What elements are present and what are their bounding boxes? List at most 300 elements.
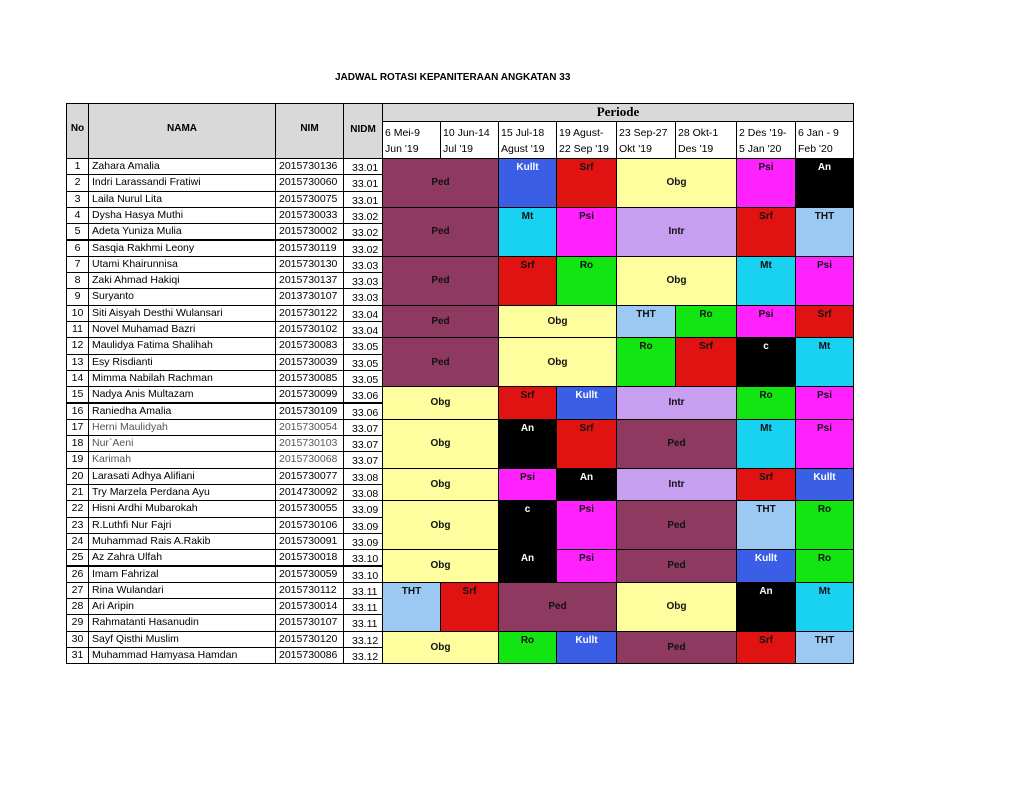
row-name: Rahmatanti Hasanudin	[92, 616, 199, 629]
period-label-line: Des '19	[678, 143, 714, 155]
table-cell	[66, 484, 89, 501]
table-cell	[88, 582, 276, 599]
row-nidm: 33.02	[352, 210, 379, 223]
row-name: Larasati Adhya Alifiani	[92, 469, 195, 482]
rotation-block	[498, 256, 557, 306]
row-name: Muhammad Hamyasa Hamdan	[92, 649, 238, 661]
rotation-block	[795, 158, 854, 208]
row-name: Suryanto	[92, 290, 135, 303]
table-cell	[66, 403, 89, 420]
table-cell	[343, 566, 383, 583]
rotation-block	[440, 582, 499, 632]
row-nidm: 33.03	[352, 292, 379, 305]
rotation-block	[736, 631, 796, 665]
rotation-label: Obg	[430, 641, 451, 653]
table-cell	[88, 614, 276, 631]
row-nidm: 33.09	[352, 536, 379, 549]
table-cell	[88, 419, 276, 436]
period-label-line: 19 Agust-	[559, 127, 604, 139]
rotation-block	[382, 419, 499, 469]
row-nim: 2015730002	[279, 225, 338, 238]
table-cell	[275, 305, 344, 322]
table-cell	[66, 631, 89, 648]
table-cell	[343, 158, 383, 175]
table-cell	[343, 419, 383, 436]
table-cell	[275, 549, 344, 566]
table-cell	[88, 174, 276, 191]
table-cell	[275, 533, 344, 550]
rotation-label: Ped	[667, 560, 686, 572]
rotation-block	[616, 207, 737, 257]
period-label-line: 6 Jan - 9	[798, 127, 839, 139]
row-name: R.Luthfi Nur Fajri	[92, 518, 172, 531]
rotation-block	[736, 207, 796, 257]
rotation-label: Psi	[816, 390, 832, 402]
rotation-label: Psi	[519, 471, 535, 483]
rotation-block	[795, 419, 854, 469]
period-label-line: Jun '19	[385, 143, 419, 155]
table-cell	[88, 517, 276, 534]
rotation-block	[382, 468, 499, 502]
row-nim: 2015730120	[279, 632, 338, 645]
table-cell	[66, 305, 89, 322]
rotation-label: Psi	[816, 422, 832, 434]
rotation-block	[616, 468, 737, 502]
rotation-block	[556, 549, 617, 583]
period-label-line: Okt '19	[619, 143, 652, 155]
table-cell	[275, 240, 344, 257]
period-label-line: Jul '19	[443, 143, 474, 155]
header-cell-nidm	[343, 103, 383, 159]
rotation-block	[616, 419, 737, 469]
rotation-label: Mt	[760, 422, 772, 434]
row-name: Ari Aripin	[92, 600, 135, 613]
rotation-block	[616, 305, 676, 339]
rotation-block	[382, 549, 499, 583]
row-no: 9	[74, 290, 81, 303]
row-no: 5	[74, 225, 81, 238]
table-cell	[66, 647, 89, 664]
row-no: 21	[71, 486, 84, 498]
rotation-block	[498, 631, 557, 665]
rotation-label: Ro	[817, 553, 832, 565]
table-cell	[88, 354, 276, 371]
rotation-label: Kullt	[516, 162, 539, 173]
table-cell	[88, 386, 276, 403]
rotation-block	[556, 256, 617, 306]
rotation-block	[736, 158, 796, 208]
row-nidm: 33.02	[352, 243, 379, 256]
rotation-label: Srf	[579, 422, 594, 434]
row-nim: 2015730060	[279, 176, 338, 189]
period-header	[440, 121, 499, 159]
table-cell	[88, 158, 276, 175]
table-cell	[275, 566, 344, 583]
page-title: JADWAL ROTASI KEPANITERAAN ANGKATAN 33	[335, 72, 571, 83]
period-header	[736, 121, 796, 159]
row-nim: 2015730136	[279, 160, 338, 172]
row-nim: 2015730103	[279, 437, 338, 450]
period-header	[498, 121, 557, 159]
row-no: 13	[71, 355, 84, 368]
table-cell	[66, 549, 89, 566]
rotation-label: Srf	[817, 308, 832, 320]
row-name: Sayf Qisthi Muslim	[92, 632, 179, 645]
rotation-block	[795, 500, 854, 550]
table-cell	[66, 500, 89, 517]
rotation-label: Mt	[818, 341, 831, 353]
table-cell	[66, 174, 89, 191]
table-cell	[88, 240, 276, 257]
rotation-label: Obg	[547, 315, 568, 327]
row-nidm: 33.07	[352, 439, 379, 452]
table-cell	[275, 272, 344, 289]
rotation-block	[736, 337, 796, 387]
table-cell	[343, 403, 383, 420]
table-cell	[66, 386, 89, 403]
rotation-label: Ro	[639, 341, 653, 353]
row-no: 31	[71, 649, 84, 661]
rotation-label: Ped	[431, 177, 450, 189]
table-cell	[88, 321, 276, 338]
table-cell	[88, 191, 276, 208]
table-cell	[275, 370, 344, 387]
row-no: 29	[71, 616, 84, 629]
rotation-label: Ped	[667, 519, 686, 531]
table-cell	[275, 158, 344, 175]
row-nim: 2015730014	[279, 600, 338, 613]
period-label-line: 22 Sep '19	[559, 143, 609, 155]
table-cell	[66, 223, 89, 240]
table-cell	[275, 468, 344, 485]
table-cell	[66, 468, 89, 485]
table-cell	[88, 256, 276, 273]
row-nidm: 33.08	[352, 471, 379, 484]
rotation-block	[616, 256, 737, 306]
table-cell	[88, 451, 276, 468]
table-cell	[66, 533, 89, 550]
table-cell	[66, 517, 89, 534]
row-nim: 2015730054	[279, 420, 338, 433]
header-label-nidm: NIDM	[350, 124, 376, 135]
row-no: 11	[72, 323, 83, 335]
rotation-block	[736, 256, 796, 306]
table-cell	[275, 598, 344, 615]
table-cell	[66, 354, 89, 371]
table-cell	[343, 321, 383, 338]
row-nim: 2015730033	[279, 208, 338, 221]
rotation-block	[498, 158, 557, 208]
rotation-block	[382, 386, 499, 420]
rotation-label: Ro	[759, 390, 773, 402]
row-nim: 2015730107	[279, 616, 338, 629]
table-cell	[66, 207, 89, 224]
rotation-label: Ped	[431, 275, 450, 287]
table-cell	[275, 517, 344, 534]
rotation-block	[498, 207, 557, 257]
table-cell	[88, 566, 276, 583]
rotation-label: THT	[814, 634, 835, 646]
row-name: Dysha Hasya Muthi	[92, 208, 184, 221]
rotation-label: Kullt	[754, 553, 778, 565]
row-no: 26	[71, 567, 84, 580]
row-no: 17	[71, 420, 84, 433]
rotation-block	[556, 468, 617, 502]
table-cell	[88, 500, 276, 517]
rotation-label: Srf	[579, 162, 594, 173]
rotation-block	[736, 419, 796, 469]
row-nidm: 33.11	[352, 585, 378, 598]
row-nidm: 33.10	[352, 553, 379, 566]
rotation-label: An	[520, 422, 535, 434]
rotation-block	[556, 631, 617, 665]
table-cell	[275, 631, 344, 648]
rotation-label: Kullt	[575, 634, 598, 646]
row-nim: 2015730086	[279, 649, 338, 661]
table-cell	[66, 435, 89, 452]
table-cell	[275, 386, 344, 403]
row-nidm: 33.07	[352, 455, 379, 468]
row-name: Esy Risdianti	[92, 355, 153, 368]
row-name: Adeta Yuniza Mulia	[92, 225, 182, 238]
rotation-label: Ro	[699, 308, 713, 320]
table-cell	[275, 500, 344, 517]
row-no: 1	[74, 160, 81, 172]
rotation-block	[795, 337, 854, 387]
table-cell	[275, 451, 344, 468]
row-name: Raniedha Amalia	[92, 404, 172, 417]
table-cell	[88, 370, 276, 387]
rotation-label: Ro	[579, 259, 594, 271]
rotation-block	[498, 419, 557, 469]
rotation-block	[616, 582, 737, 632]
table-cell	[275, 647, 344, 664]
table-cell	[343, 288, 383, 305]
row-nim: 2015730075	[279, 192, 338, 205]
rotation-block	[795, 386, 854, 420]
rotation-block	[498, 337, 617, 387]
rotation-label: Srf	[520, 390, 535, 402]
row-nim: 2015730099	[279, 388, 338, 401]
row-nidm: 33.12	[352, 651, 379, 663]
table-cell	[66, 158, 89, 175]
rotation-block	[556, 500, 617, 550]
table-cell	[88, 403, 276, 420]
table-cell	[275, 191, 344, 208]
table-cell	[275, 614, 344, 631]
table-cell	[88, 207, 276, 224]
table-cell	[88, 337, 276, 354]
row-nidm: 33.09	[352, 504, 379, 517]
period-label-line: 10 Jun-14	[443, 127, 490, 139]
rotation-block	[795, 256, 854, 306]
table-cell	[343, 647, 383, 664]
row-nim: 2015730077	[279, 469, 338, 482]
row-nim: 2015730085	[279, 371, 338, 384]
row-no: 18	[71, 437, 84, 450]
table-cell	[275, 321, 344, 338]
row-name: Utami Khairunnisa	[92, 257, 178, 270]
table-cell	[275, 403, 344, 420]
row-name: Mimma Nabilah Rachman	[92, 371, 213, 384]
rotation-label: Psi	[816, 259, 832, 271]
row-no: 6	[74, 241, 81, 254]
row-nim: 2015730122	[279, 306, 338, 319]
table-cell	[88, 647, 276, 664]
row-name: Maulidya Fatima Shalihah	[92, 339, 213, 352]
rotation-block	[795, 549, 854, 583]
table-cell	[66, 191, 89, 208]
row-name: Imam Fahrizal	[92, 567, 159, 580]
row-no: 22	[71, 502, 84, 515]
table-cell	[343, 631, 383, 648]
rotation-block	[382, 582, 441, 632]
row-no: 24	[71, 534, 84, 547]
rotation-label: Ped	[431, 356, 450, 368]
row-name: Nadya Anis Multazam	[92, 388, 194, 401]
table-cell	[88, 272, 276, 289]
row-name: Muhammad Rais A.Rakib	[92, 534, 211, 547]
row-name: Rina Wulandari	[92, 583, 164, 596]
header-cell-periode	[382, 103, 854, 122]
rotation-label: An	[579, 471, 594, 483]
table-cell	[343, 370, 383, 387]
rotation-label: Intr	[668, 226, 685, 238]
rotation-block	[736, 305, 796, 339]
rotation-label: Obg	[666, 601, 687, 613]
rotation-block	[498, 549, 557, 583]
row-no: 7	[74, 257, 81, 270]
row-nim: 2015730068	[279, 453, 338, 466]
table-cell	[343, 191, 383, 208]
period-header	[675, 121, 737, 159]
rotation-block	[498, 582, 617, 632]
row-name: Karimah	[92, 453, 132, 466]
period-label-line: 23 Sep-27	[619, 127, 668, 139]
table-cell	[343, 468, 383, 485]
row-nidm: 33.03	[352, 276, 379, 289]
row-name: Indri Larassandi Fratiwi	[92, 176, 201, 189]
row-no: 3	[74, 192, 81, 205]
table-cell	[343, 337, 383, 354]
row-name: Siti Aisyah Desthi Wulansari	[92, 306, 223, 319]
rotation-block	[616, 500, 737, 550]
rotation-block	[498, 305, 617, 339]
rotation-block	[556, 158, 617, 208]
rotation-label: Ped	[667, 641, 686, 653]
header-cell-nama	[88, 103, 276, 159]
table-cell	[275, 582, 344, 599]
period-header	[556, 121, 617, 159]
row-nim: 2015730018	[279, 551, 338, 564]
rotation-label: THT	[814, 210, 835, 222]
row-nidm: 33.04	[352, 325, 379, 337]
rotation-label: Srf	[520, 259, 535, 271]
rotation-label: THT	[636, 308, 656, 320]
row-nidm: 33.09	[352, 520, 379, 533]
header-label-nama: NAMA	[167, 123, 197, 134]
row-no: 25	[71, 551, 84, 564]
table-cell	[66, 370, 89, 387]
row-nidm: 33.05	[352, 373, 379, 386]
period-header	[795, 121, 854, 159]
row-nim: 2014730092	[279, 486, 338, 498]
rotation-label: Mt	[760, 259, 772, 271]
rotation-label: Srf	[462, 585, 477, 597]
table-cell	[275, 354, 344, 371]
table-cell	[66, 419, 89, 436]
row-name: Herni Maulidyah	[92, 420, 168, 433]
rotation-block	[616, 631, 737, 665]
table-cell	[343, 272, 383, 289]
rotation-label: Psi	[758, 308, 774, 320]
row-name: Nur`Aeni	[92, 437, 134, 450]
row-no: 27	[71, 583, 84, 596]
rotation-block	[736, 582, 796, 632]
table-cell	[66, 598, 89, 615]
table-cell	[343, 354, 383, 371]
table-cell	[88, 288, 276, 305]
table-cell	[275, 337, 344, 354]
row-no: 20	[71, 469, 84, 482]
rotation-block	[382, 500, 499, 550]
rotation-block	[556, 386, 617, 420]
rotation-label: Psi	[578, 553, 594, 565]
rotation-label: Ped	[548, 601, 567, 613]
period-label-line: 2 Des '19-	[739, 127, 787, 139]
table-cell	[343, 549, 383, 566]
rotation-block	[795, 468, 854, 502]
table-cell	[88, 484, 276, 501]
row-nidm: 33.02	[352, 227, 379, 240]
table-cell	[88, 468, 276, 485]
rotation-label: Ro	[817, 504, 832, 516]
row-name: Hisni Ardhi Mubarokah	[92, 502, 198, 515]
table-cell	[88, 631, 276, 648]
table-cell	[275, 435, 344, 452]
rotation-label: Obg	[430, 560, 451, 572]
period-header	[616, 121, 676, 159]
rotation-label: Obg	[547, 356, 568, 368]
rotation-label: Obg	[430, 438, 451, 450]
row-nim: 2015730059	[279, 567, 338, 580]
rotation-label: Kullt	[813, 471, 836, 483]
rotation-label: Intr	[668, 478, 685, 490]
row-nim: 2015730055	[279, 502, 338, 515]
rotation-block	[498, 386, 557, 420]
table-cell	[275, 419, 344, 436]
table-cell	[66, 240, 89, 257]
row-nidm: 33.03	[352, 259, 379, 272]
table-cell	[343, 240, 383, 257]
row-name: Zahara Amalia	[92, 160, 160, 172]
table-cell	[66, 321, 89, 338]
rotation-label: An	[817, 162, 832, 173]
table-cell	[88, 435, 276, 452]
table-cell	[66, 451, 89, 468]
row-nidm: 33.05	[352, 357, 379, 370]
row-nidm: 33.11	[352, 602, 378, 615]
rotation-block	[498, 500, 557, 550]
rotation-block	[382, 305, 499, 339]
table-cell	[275, 484, 344, 501]
row-name: Sasqia Rakhmi Leony	[92, 241, 195, 254]
table-cell	[343, 386, 383, 403]
rotation-label: Srf	[759, 471, 773, 483]
rotation-block	[616, 549, 737, 583]
period-label-line: 15 Jul-18	[501, 127, 545, 139]
table-cell	[88, 598, 276, 615]
